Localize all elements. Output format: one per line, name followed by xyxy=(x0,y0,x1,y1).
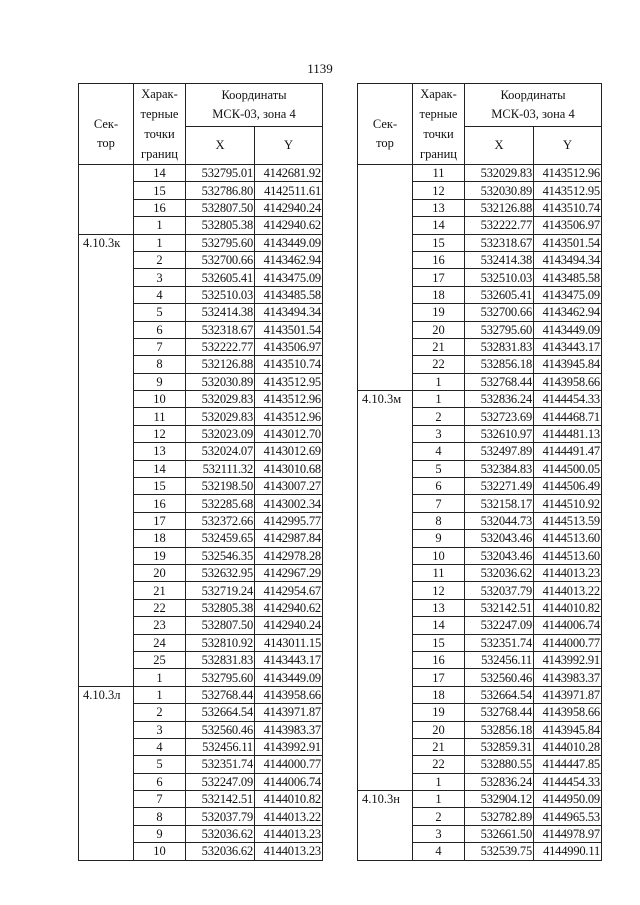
y-coordinate-cell: 4143958.66 xyxy=(534,373,602,390)
point-number-cell: 22 xyxy=(413,756,465,773)
header-points-line-4: границ xyxy=(141,147,178,161)
x-coordinate-cell: 532351.74 xyxy=(465,634,534,651)
x-coordinate-cell: 532384.83 xyxy=(465,460,534,477)
x-coordinate-cell: 532222.77 xyxy=(465,217,534,234)
y-coordinate-cell: 4144013.23 xyxy=(255,825,323,842)
point-number-cell: 14 xyxy=(134,165,186,182)
header-y: Y xyxy=(534,126,602,164)
x-coordinate-cell: 532560.46 xyxy=(465,669,534,686)
y-coordinate-cell: 4143958.66 xyxy=(255,686,323,703)
x-coordinate-cell: 532768.44 xyxy=(465,704,534,721)
point-number-cell: 8 xyxy=(134,808,186,825)
x-coordinate-cell: 532372.66 xyxy=(186,512,255,529)
header-sector xyxy=(358,84,413,165)
x-coordinate-cell: 532795.60 xyxy=(186,234,255,251)
y-coordinate-cell: 4143945.84 xyxy=(534,356,602,373)
point-number-cell: 17 xyxy=(134,512,186,529)
x-coordinate-cell: 532810.92 xyxy=(186,634,255,651)
point-number-cell: 14 xyxy=(413,217,465,234)
header-sector-line-2: тор xyxy=(97,136,115,150)
y-coordinate-cell: 4143506.97 xyxy=(255,338,323,355)
x-coordinate-cell: 532111.32 xyxy=(186,460,255,477)
x-coordinate-cell: 532126.88 xyxy=(186,356,255,373)
header-points xyxy=(413,84,465,165)
x-coordinate-cell: 532158.17 xyxy=(465,495,534,512)
y-coordinate-cell: 4142995.77 xyxy=(255,512,323,529)
x-coordinate-cell: 532831.83 xyxy=(465,338,534,355)
x-coordinate-cell: 532351.74 xyxy=(186,756,255,773)
x-coordinate-cell: 532222.77 xyxy=(186,338,255,355)
point-number-cell: 6 xyxy=(413,478,465,495)
x-coordinate-cell: 532856.18 xyxy=(465,356,534,373)
header-sector-line-1: Сек- xyxy=(93,117,119,131)
header-coordinates-line-1: Координаты xyxy=(500,87,566,102)
y-coordinate-cell: 4144000.77 xyxy=(255,756,323,773)
point-number-cell: 19 xyxy=(413,304,465,321)
header-points-line-1: Харак- xyxy=(141,87,178,101)
point-number-cell: 10 xyxy=(134,843,186,860)
header-sector-line-1: Сек- xyxy=(372,117,398,131)
point-number-cell: 13 xyxy=(413,599,465,616)
x-coordinate-cell: 532664.54 xyxy=(465,686,534,703)
y-coordinate-cell: 4144010.82 xyxy=(534,599,602,616)
header-points xyxy=(134,84,186,165)
point-number-cell: 21 xyxy=(413,738,465,755)
x-coordinate-cell: 532546.35 xyxy=(186,547,255,564)
y-coordinate-cell: 4144447.85 xyxy=(534,756,602,773)
point-number-cell: 18 xyxy=(413,286,465,303)
x-coordinate-cell: 532610.97 xyxy=(465,425,534,442)
point-number-cell: 19 xyxy=(413,704,465,721)
x-coordinate-cell: 532030.89 xyxy=(186,373,255,390)
x-coordinate-cell: 532142.51 xyxy=(186,791,255,808)
point-number-cell: 17 xyxy=(413,269,465,286)
x-coordinate-cell: 532768.44 xyxy=(186,686,255,703)
x-coordinate-cell: 532661.50 xyxy=(465,825,534,842)
y-coordinate-cell: 4143971.87 xyxy=(255,704,323,721)
x-coordinate-cell: 532700.66 xyxy=(465,304,534,321)
y-coordinate-cell: 4144990.11 xyxy=(534,843,602,860)
point-number-cell: 4 xyxy=(134,286,186,303)
x-coordinate-cell: 532560.46 xyxy=(186,721,255,738)
y-coordinate-cell: 4144950.09 xyxy=(534,791,602,808)
header-sector xyxy=(79,84,134,165)
x-coordinate-cell: 532043.46 xyxy=(465,547,534,564)
table-row xyxy=(79,686,323,703)
point-number-cell: 5 xyxy=(134,756,186,773)
y-coordinate-cell: 4144510.92 xyxy=(534,495,602,512)
y-coordinate-cell: 4143449.09 xyxy=(534,321,602,338)
header-points-line-4: границ xyxy=(420,147,457,161)
table-row xyxy=(79,234,323,251)
y-coordinate-cell: 4144010.82 xyxy=(255,791,323,808)
y-coordinate-cell: 4144513.60 xyxy=(534,530,602,547)
y-coordinate-cell: 4144506.49 xyxy=(534,478,602,495)
x-coordinate-cell: 532247.09 xyxy=(465,617,534,634)
point-number-cell: 1 xyxy=(413,373,465,390)
y-coordinate-cell: 4143512.96 xyxy=(534,165,602,182)
point-number-cell: 1 xyxy=(134,669,186,686)
point-number-cell: 20 xyxy=(413,721,465,738)
x-coordinate-cell: 532795.01 xyxy=(186,165,255,182)
x-coordinate-cell: 532836.24 xyxy=(465,391,534,408)
x-coordinate-cell: 532510.03 xyxy=(465,269,534,286)
y-coordinate-cell: 4143485.58 xyxy=(534,269,602,286)
point-number-cell: 2 xyxy=(134,251,186,268)
x-coordinate-cell: 532768.44 xyxy=(465,373,534,390)
x-coordinate-cell: 532497.89 xyxy=(465,443,534,460)
y-coordinate-cell: 4143494.34 xyxy=(534,251,602,268)
y-coordinate-cell: 4142940.24 xyxy=(255,617,323,634)
x-coordinate-cell: 532605.41 xyxy=(186,269,255,286)
y-coordinate-cell: 4144491.47 xyxy=(534,443,602,460)
x-coordinate-cell: 532632.95 xyxy=(186,564,255,581)
y-coordinate-cell: 4143506.97 xyxy=(534,217,602,234)
y-coordinate-cell: 4144454.33 xyxy=(534,773,602,790)
x-coordinate-cell: 532414.38 xyxy=(465,251,534,268)
y-coordinate-cell: 4144481.13 xyxy=(534,425,602,442)
y-coordinate-cell: 4142940.24 xyxy=(255,199,323,216)
x-coordinate-cell: 532247.09 xyxy=(186,773,255,790)
table-body-left xyxy=(79,165,323,861)
y-coordinate-cell: 4144978.97 xyxy=(534,825,602,842)
y-coordinate-cell: 4142681.92 xyxy=(255,165,323,182)
header-y: Y xyxy=(255,126,323,164)
x-coordinate-cell: 532795.60 xyxy=(186,669,255,686)
point-number-cell: 18 xyxy=(413,686,465,703)
x-coordinate-cell: 532880.55 xyxy=(465,756,534,773)
y-coordinate-cell: 4144013.22 xyxy=(255,808,323,825)
x-coordinate-cell: 532605.41 xyxy=(465,286,534,303)
point-number-cell: 12 xyxy=(134,425,186,442)
point-number-cell: 3 xyxy=(413,425,465,442)
point-number-cell: 3 xyxy=(413,825,465,842)
point-number-cell: 2 xyxy=(413,408,465,425)
point-number-cell: 3 xyxy=(134,721,186,738)
y-coordinate-cell: 4143443.17 xyxy=(534,338,602,355)
x-coordinate-cell: 532036.62 xyxy=(186,825,255,842)
point-number-cell: 1 xyxy=(413,773,465,790)
y-coordinate-cell: 4143494.34 xyxy=(255,304,323,321)
header-coordinates xyxy=(186,84,323,127)
y-coordinate-cell: 4144513.59 xyxy=(534,512,602,529)
header-points-line-2: терные xyxy=(140,107,179,121)
header-x: X xyxy=(186,126,255,164)
y-coordinate-cell: 4143501.54 xyxy=(255,321,323,338)
point-number-cell: 9 xyxy=(134,825,186,842)
y-coordinate-cell: 4143010.68 xyxy=(255,460,323,477)
x-coordinate-cell: 532142.51 xyxy=(465,599,534,616)
point-number-cell: 13 xyxy=(413,199,465,216)
x-coordinate-cell: 532836.24 xyxy=(465,773,534,790)
table-body-right xyxy=(358,165,602,861)
x-coordinate-cell: 532719.24 xyxy=(186,582,255,599)
point-number-cell: 16 xyxy=(413,251,465,268)
x-coordinate-cell: 532456.11 xyxy=(186,738,255,755)
y-coordinate-cell: 4143475.09 xyxy=(255,269,323,286)
y-coordinate-cell: 4143512.95 xyxy=(534,182,602,199)
point-number-cell: 23 xyxy=(134,617,186,634)
x-coordinate-cell: 532044.73 xyxy=(465,512,534,529)
y-coordinate-cell: 4143983.37 xyxy=(534,669,602,686)
point-number-cell: 2 xyxy=(134,704,186,721)
x-coordinate-cell: 532198.50 xyxy=(186,478,255,495)
x-coordinate-cell: 532318.67 xyxy=(186,321,255,338)
y-coordinate-cell: 4142940.62 xyxy=(255,599,323,616)
y-coordinate-cell: 4143512.96 xyxy=(255,391,323,408)
y-coordinate-cell: 4144513.60 xyxy=(534,547,602,564)
x-coordinate-cell: 532807.50 xyxy=(186,199,255,216)
point-number-cell: 20 xyxy=(134,564,186,581)
point-number-cell: 8 xyxy=(134,356,186,373)
point-number-cell: 15 xyxy=(413,234,465,251)
y-coordinate-cell: 4142967.29 xyxy=(255,564,323,581)
x-coordinate-cell: 532024.07 xyxy=(186,443,255,460)
x-coordinate-cell: 532037.79 xyxy=(186,808,255,825)
header-sector-line-2: тор xyxy=(376,136,394,150)
header-coordinates-line-2: МСК-03, зона 4 xyxy=(212,106,296,121)
table-row xyxy=(358,165,602,182)
header-coordinates-line-1: Координаты xyxy=(221,87,287,102)
x-coordinate-cell: 532539.75 xyxy=(465,843,534,860)
point-number-cell: 9 xyxy=(134,373,186,390)
y-coordinate-cell: 4142940.62 xyxy=(255,217,323,234)
point-number-cell: 13 xyxy=(134,443,186,460)
page-number: 1139 xyxy=(307,61,333,76)
y-coordinate-cell: 4143475.09 xyxy=(534,286,602,303)
y-coordinate-cell: 4143012.70 xyxy=(255,425,323,442)
y-coordinate-cell: 4143002.34 xyxy=(255,495,323,512)
x-coordinate-cell: 532510.03 xyxy=(186,286,255,303)
x-coordinate-cell: 532029.83 xyxy=(186,391,255,408)
point-number-cell: 16 xyxy=(413,651,465,668)
x-coordinate-cell: 532856.18 xyxy=(465,721,534,738)
header-x: X xyxy=(465,126,534,164)
point-number-cell: 14 xyxy=(413,617,465,634)
y-coordinate-cell: 4144013.23 xyxy=(255,843,323,860)
y-coordinate-cell: 4144454.33 xyxy=(534,391,602,408)
header-points-line-3: точки xyxy=(144,127,175,141)
sector-cell: 4.10.3н xyxy=(358,791,413,861)
x-coordinate-cell: 532030.89 xyxy=(465,182,534,199)
point-number-cell: 11 xyxy=(413,165,465,182)
point-number-cell: 15 xyxy=(413,634,465,651)
point-number-cell: 24 xyxy=(134,634,186,651)
x-coordinate-cell: 532029.83 xyxy=(465,165,534,182)
x-coordinate-cell: 532285.68 xyxy=(186,495,255,512)
x-coordinate-cell: 532904.12 xyxy=(465,791,534,808)
table-row xyxy=(79,165,323,182)
point-number-cell: 22 xyxy=(134,599,186,616)
sector-cell xyxy=(358,165,413,391)
y-coordinate-cell: 4144006.74 xyxy=(255,773,323,790)
coordinates-table-right xyxy=(357,83,602,861)
x-coordinate-cell: 532723.69 xyxy=(465,408,534,425)
y-coordinate-cell: 4143983.37 xyxy=(255,721,323,738)
y-coordinate-cell: 4144500.05 xyxy=(534,460,602,477)
point-number-cell: 21 xyxy=(134,582,186,599)
point-number-cell: 6 xyxy=(134,773,186,790)
point-number-cell: 11 xyxy=(134,408,186,425)
x-coordinate-cell: 532456.11 xyxy=(465,651,534,668)
x-coordinate-cell: 532037.79 xyxy=(465,582,534,599)
point-number-cell: 15 xyxy=(134,478,186,495)
header-points-line-1: Харак- xyxy=(420,87,457,101)
x-coordinate-cell: 532831.83 xyxy=(186,651,255,668)
point-number-cell: 5 xyxy=(134,304,186,321)
y-coordinate-cell: 4143485.58 xyxy=(255,286,323,303)
table-row xyxy=(358,791,602,808)
y-coordinate-cell: 4144010.28 xyxy=(534,738,602,755)
point-number-cell: 1 xyxy=(413,391,465,408)
x-coordinate-cell: 532786.80 xyxy=(186,182,255,199)
point-number-cell: 7 xyxy=(134,338,186,355)
sector-cell xyxy=(79,165,134,235)
point-number-cell: 1 xyxy=(134,217,186,234)
table-row xyxy=(358,391,602,408)
point-number-cell: 4 xyxy=(413,843,465,860)
x-coordinate-cell: 532043.46 xyxy=(465,530,534,547)
point-number-cell: 7 xyxy=(413,495,465,512)
y-coordinate-cell: 4143462.94 xyxy=(534,304,602,321)
y-coordinate-cell: 4143992.91 xyxy=(255,738,323,755)
point-number-cell: 15 xyxy=(134,182,186,199)
y-coordinate-cell: 4143512.95 xyxy=(255,373,323,390)
x-coordinate-cell: 532664.54 xyxy=(186,704,255,721)
y-coordinate-cell: 4144965.53 xyxy=(534,808,602,825)
header-points-line-2: терные xyxy=(419,107,458,121)
y-coordinate-cell: 4144013.22 xyxy=(534,582,602,599)
point-number-cell: 5 xyxy=(413,460,465,477)
point-number-cell: 21 xyxy=(413,338,465,355)
x-coordinate-cell: 532126.88 xyxy=(465,199,534,216)
y-coordinate-cell: 4142987.84 xyxy=(255,530,323,547)
x-coordinate-cell: 532795.60 xyxy=(465,321,534,338)
point-number-cell: 22 xyxy=(413,356,465,373)
point-number-cell: 2 xyxy=(413,808,465,825)
y-coordinate-cell: 4143011.15 xyxy=(255,634,323,651)
x-coordinate-cell: 532036.62 xyxy=(186,843,255,860)
y-coordinate-cell: 4143512.96 xyxy=(255,408,323,425)
y-coordinate-cell: 4142978.28 xyxy=(255,547,323,564)
y-coordinate-cell: 4143449.09 xyxy=(255,234,323,251)
y-coordinate-cell: 4143443.17 xyxy=(255,651,323,668)
point-number-cell: 4 xyxy=(134,738,186,755)
point-number-cell: 7 xyxy=(134,791,186,808)
point-number-cell: 14 xyxy=(134,460,186,477)
x-coordinate-cell: 532318.67 xyxy=(465,234,534,251)
x-coordinate-cell: 532805.38 xyxy=(186,599,255,616)
y-coordinate-cell: 4143510.74 xyxy=(255,356,323,373)
x-coordinate-cell: 532023.09 xyxy=(186,425,255,442)
x-coordinate-cell: 532807.50 xyxy=(186,617,255,634)
y-coordinate-cell: 4143510.74 xyxy=(534,199,602,216)
sector-cell: 4.10.3к xyxy=(79,234,134,686)
y-coordinate-cell: 4143958.66 xyxy=(534,704,602,721)
y-coordinate-cell: 4144006.74 xyxy=(534,617,602,634)
y-coordinate-cell: 4143501.54 xyxy=(534,234,602,251)
point-number-cell: 25 xyxy=(134,651,186,668)
x-coordinate-cell: 532782.89 xyxy=(465,808,534,825)
y-coordinate-cell: 4142954.67 xyxy=(255,582,323,599)
point-number-cell: 16 xyxy=(134,199,186,216)
point-number-cell: 20 xyxy=(413,321,465,338)
sector-cell: 4.10.3м xyxy=(358,391,413,791)
x-coordinate-cell: 532805.38 xyxy=(186,217,255,234)
point-number-cell: 8 xyxy=(413,512,465,529)
x-coordinate-cell: 532029.83 xyxy=(186,408,255,425)
x-coordinate-cell: 532700.66 xyxy=(186,251,255,268)
point-number-cell: 11 xyxy=(413,564,465,581)
y-coordinate-cell: 4144013.23 xyxy=(534,564,602,581)
y-coordinate-cell: 4144000.77 xyxy=(534,634,602,651)
y-coordinate-cell: 4144468.71 xyxy=(534,408,602,425)
coordinates-table-left xyxy=(78,83,323,861)
y-coordinate-cell: 4143012.69 xyxy=(255,443,323,460)
header-coordinates-line-2: МСК-03, зона 4 xyxy=(491,106,575,121)
x-coordinate-cell: 532459.65 xyxy=(186,530,255,547)
x-coordinate-cell: 532859.31 xyxy=(465,738,534,755)
point-number-cell: 16 xyxy=(134,495,186,512)
point-number-cell: 17 xyxy=(413,669,465,686)
x-coordinate-cell: 532036.62 xyxy=(465,564,534,581)
y-coordinate-cell: 4143007.27 xyxy=(255,478,323,495)
y-coordinate-cell: 4143449.09 xyxy=(255,669,323,686)
sector-cell: 4.10.3л xyxy=(79,686,134,860)
x-coordinate-cell: 532414.38 xyxy=(186,304,255,321)
header-coordinates xyxy=(465,84,602,127)
point-number-cell: 18 xyxy=(134,530,186,547)
point-number-cell: 12 xyxy=(413,182,465,199)
point-number-cell: 9 xyxy=(413,530,465,547)
point-number-cell: 1 xyxy=(413,791,465,808)
y-coordinate-cell: 4143992.91 xyxy=(534,651,602,668)
point-number-cell: 4 xyxy=(413,443,465,460)
x-coordinate-cell: 532271.49 xyxy=(465,478,534,495)
y-coordinate-cell: 4143971.87 xyxy=(534,686,602,703)
y-coordinate-cell: 4143462.94 xyxy=(255,251,323,268)
header-points-line-3: точки xyxy=(423,127,454,141)
point-number-cell: 10 xyxy=(413,547,465,564)
point-number-cell: 1 xyxy=(134,234,186,251)
point-number-cell: 12 xyxy=(413,582,465,599)
point-number-cell: 6 xyxy=(134,321,186,338)
point-number-cell: 1 xyxy=(134,686,186,703)
point-number-cell: 19 xyxy=(134,547,186,564)
y-coordinate-cell: 4142511.61 xyxy=(255,182,323,199)
y-coordinate-cell: 4143945.84 xyxy=(534,721,602,738)
point-number-cell: 3 xyxy=(134,269,186,286)
point-number-cell: 10 xyxy=(134,391,186,408)
